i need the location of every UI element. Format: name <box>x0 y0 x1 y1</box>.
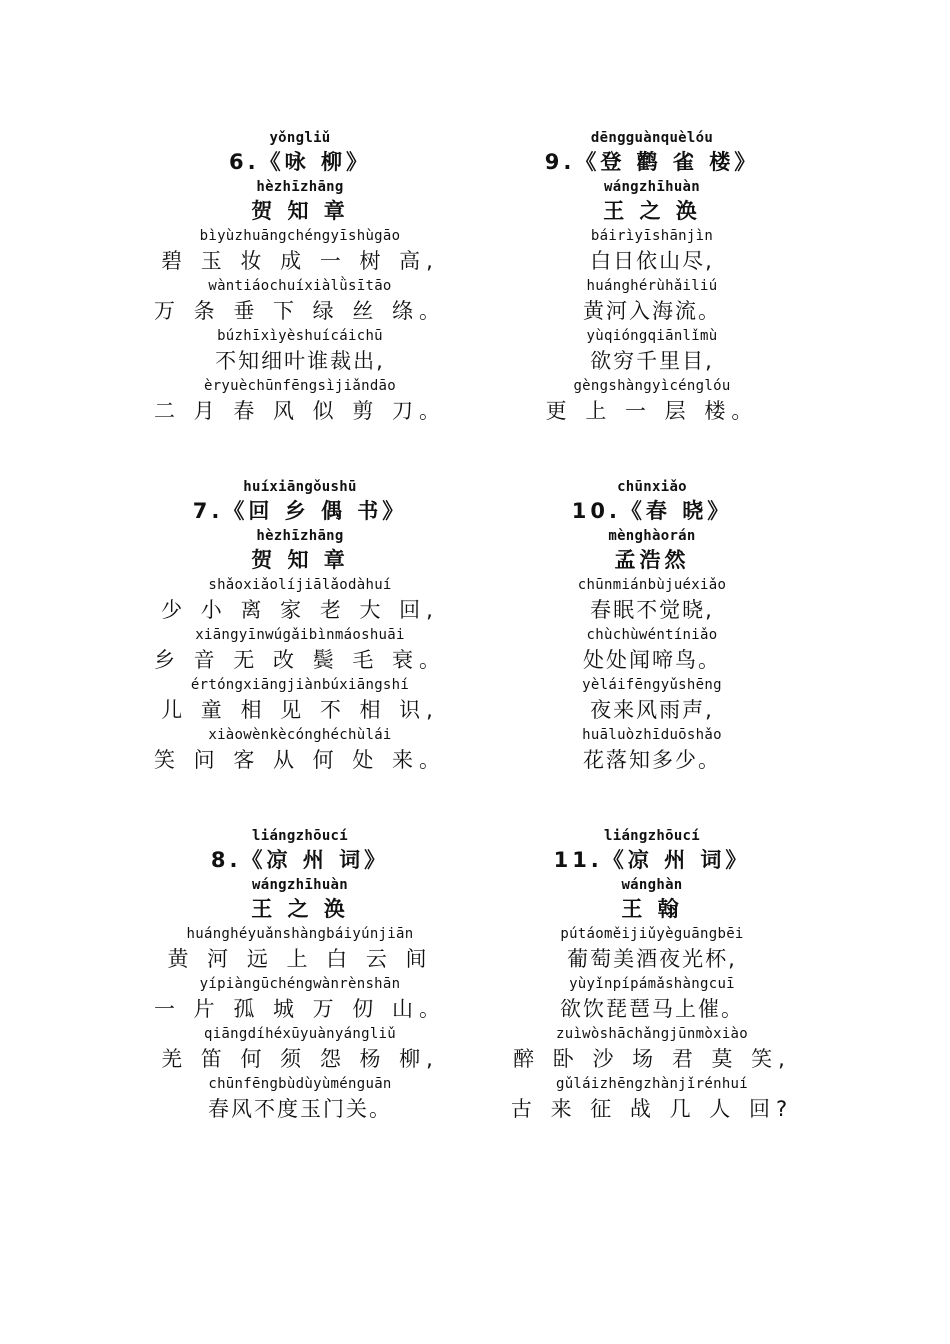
poem-author: 孟浩然 <box>614 548 690 572</box>
poem-line: 笑 问 客 从 何 处 来。 <box>153 748 447 772</box>
author-pinyin: mènghàorán <box>608 528 696 544</box>
poem-title: 8.《凉 州 词》 <box>210 848 390 872</box>
poem-block-11 <box>472 826 832 1124</box>
poem-line: 不知细叶谁裁出, <box>215 349 385 373</box>
line-pinyin: huāluòzhīduōshǎo <box>582 727 722 743</box>
line-pinyin: chūnfēngbùdùyùménguān <box>208 1076 392 1092</box>
poem-line: 黄河入海流。 <box>583 299 721 323</box>
poem-line: 儿 童 相 见 不 相 识, <box>161 698 439 722</box>
line-pinyin: xiāngyīnwúgǎibìnmáoshuāi <box>195 627 405 643</box>
line-pinyin: èryuèchūnfēngsìjiǎndāo <box>203 378 397 394</box>
poem-title: 7.《回 乡 偶 书》 <box>192 499 408 523</box>
poem-line: 二 月 春 风 似 剪 刀。 <box>153 399 447 423</box>
line-pinyin: gèngshàngyìcénglóu <box>573 378 731 394</box>
title-pinyin: yǒngliǔ <box>269 130 331 146</box>
poem-line: 葡萄美酒夜光杯, <box>567 947 737 971</box>
poem-block-8 <box>120 826 480 1124</box>
poem-line: 碧 玉 妆 成 一 树 高, <box>161 249 439 273</box>
line-pinyin: búzhīxìyèshuícáichū <box>217 328 383 344</box>
line-pinyin: zuìwòshāchǎngjūnmòxiào <box>555 1026 749 1042</box>
poem-line: 乡 音 无 改 鬓 毛 衰。 <box>153 648 447 672</box>
line-pinyin: yípiàngūchéngwànrènshān <box>199 976 401 992</box>
poem-line: 欲穷千里目, <box>590 349 714 373</box>
poem-line: 一 片 孤 城 万 仞 山。 <box>153 997 447 1021</box>
poem-line: 古 来 征 战 几 人 回? <box>510 1097 794 1121</box>
line-pinyin: xiàowènkècónghéchùlái <box>208 727 392 743</box>
poem-line: 万 条 垂 下 绿 丝 绦。 <box>153 299 447 323</box>
line-pinyin: yùqióngqiānlǐmù <box>586 328 718 344</box>
poem-line: 黄 河 远 上 白 云 间 <box>167 947 433 971</box>
poem-line: 白日依山尽, <box>590 249 714 273</box>
poem-block-7 <box>120 477 480 775</box>
poem-line: 醉 卧 沙 场 君 莫 笑, <box>513 1047 791 1071</box>
poem-title: 10.《春 晓》 <box>571 499 733 523</box>
title-pinyin: dēngguànquèlóu <box>590 130 714 146</box>
poem-block-6 <box>120 128 480 426</box>
poem-line: 处处闻啼鸟。 <box>583 648 721 672</box>
title-pinyin: liángzhōucí <box>603 828 701 844</box>
author-pinyin: wángzhīhuàn <box>603 179 701 195</box>
line-pinyin: báirìyīshānjìn <box>590 228 714 244</box>
line-pinyin: chùchùwéntíniǎo <box>586 627 718 643</box>
poem-line: 欲饮琵琶马上催。 <box>560 997 744 1021</box>
poem-line: 花落知多少。 <box>583 748 721 772</box>
poem-line: 羌 笛 何 须 怨 杨 柳, <box>161 1047 439 1071</box>
poem-line: 夜来风雨声, <box>590 698 714 722</box>
line-pinyin: shǎoxiǎolíjiālǎodàhuí <box>208 577 392 593</box>
title-pinyin: huíxiāngǒushū <box>243 479 357 495</box>
author-pinyin: hèzhīzhāng <box>256 179 344 195</box>
poem-author: 王 翰 <box>621 897 683 921</box>
author-pinyin: hèzhīzhāng <box>256 528 344 544</box>
title-pinyin: liángzhōucí <box>251 828 349 844</box>
poem-title: 11.《凉 州 词》 <box>553 848 751 872</box>
line-pinyin: yùyǐnpípámǎshàngcuī <box>569 976 735 992</box>
line-pinyin: pútáoměijiǔyèguāngbēi <box>560 926 744 942</box>
author-pinyin: wángzhīhuàn <box>251 877 349 893</box>
poem-line: 春风不度玉门关。 <box>208 1097 392 1121</box>
line-pinyin: chūnmiánbùjuéxiǎo <box>577 577 727 593</box>
poem-author: 王 之 涣 <box>603 199 701 223</box>
poem-block-10 <box>472 477 832 775</box>
line-pinyin: huánghérùhǎiliú <box>586 278 718 294</box>
poem-author: 王 之 涣 <box>251 897 349 921</box>
line-pinyin: huánghéyuǎnshàngbáiyúnjiān <box>186 926 414 942</box>
line-pinyin: értóngxiāngjiànbúxiāngshí <box>190 677 410 693</box>
poem-author: 贺 知 章 <box>251 548 349 572</box>
line-pinyin: gǔláizhēngzhànjǐrénhuí <box>555 1076 749 1092</box>
poem-line: 春眠不觉晓, <box>590 598 714 622</box>
title-pinyin: chūnxiǎo <box>617 479 687 495</box>
poem-line: 少 小 离 家 老 大 回, <box>161 598 439 622</box>
line-pinyin: qiāngdíhéxūyuànyángliǔ <box>203 1026 397 1042</box>
line-pinyin: wàntiáochuíxiàlǜsītāo <box>208 278 392 294</box>
author-pinyin: wánghàn <box>621 877 683 893</box>
poem-block-9 <box>472 128 832 426</box>
line-pinyin: bìyùzhuāngchéngyīshùgāo <box>199 228 401 244</box>
line-pinyin: yèláifēngyǔshēng <box>582 677 722 693</box>
poem-title: 9.《登 鹳 雀 楼》 <box>544 150 760 174</box>
poem-author: 贺 知 章 <box>251 199 349 223</box>
poem-title: 6.《咏 柳》 <box>229 150 371 174</box>
poem-line: 更 上 一 层 楼。 <box>545 399 759 423</box>
